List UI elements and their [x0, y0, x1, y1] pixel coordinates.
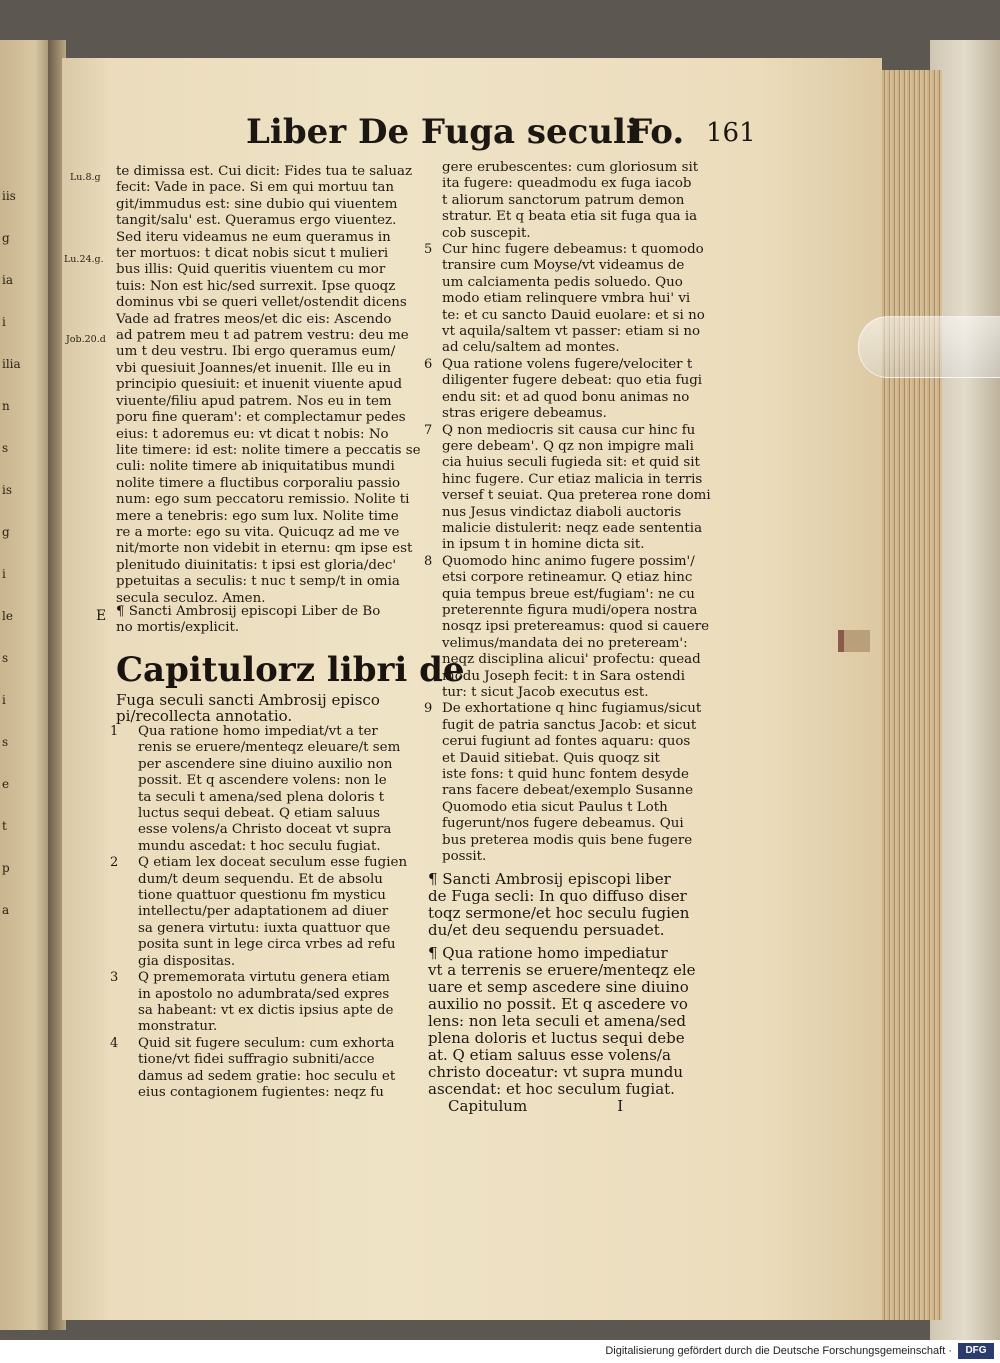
text-line: Q prememorata virtutu genera etiam	[138, 970, 390, 986]
text-line: fugit de patria sanctus Jacob: et sicut	[442, 717, 697, 733]
chapter-item	[424, 553, 711, 702]
text-line: nit/morte non videbit in eternu: qm ipse est	[116, 541, 413, 557]
text-line: sa habeant: vt ex dictis ipsius apte de	[138, 1002, 394, 1018]
folio-number: 161	[706, 118, 756, 148]
left-text-column	[116, 164, 421, 607]
left-page-fragment: s	[2, 441, 9, 455]
text-line: in ipsum t in homine dicta sit.	[442, 537, 645, 553]
left-page-fragment: i	[2, 567, 6, 581]
text-line: stras erigere debeamus.	[442, 406, 607, 422]
left-page-fragment: i	[2, 693, 6, 707]
left-page-fragment: n	[2, 399, 10, 413]
left-page-fragment: ia	[2, 273, 13, 287]
text-line: bus illis: Quid queritis viuentem cu mor	[116, 262, 386, 278]
text-line: cia huius seculi fugieda sit: et quid sit	[442, 455, 700, 471]
text-line: Fuga seculi sancti Ambrosij episco	[116, 691, 380, 709]
text-line: ad patrem meu t ad patrem vestru: deu me	[116, 328, 409, 344]
text-line: plena doloris et luctus sequi debe	[428, 1029, 685, 1048]
chapter-number: 6	[424, 356, 433, 372]
text-line: ita fugere: queadmodu ex fuga iacob	[442, 176, 692, 192]
text-line: re a morte: ego su vita. Quicuqz ad me ve	[116, 524, 400, 540]
text-line: cob suscepit.	[442, 225, 531, 241]
catchword	[448, 1098, 711, 1114]
text-line: et Dauid sitiebat. Quis quoqz sit	[442, 750, 660, 766]
chapter-number: 9	[424, 701, 433, 717]
text-line: ta seculi t amena/sed plena doloris t	[138, 789, 385, 805]
text-line: pi/recollecta annotatio.	[116, 707, 293, 725]
text-line: possit.	[442, 849, 487, 865]
text-line: in apostolo no adumbrata/sed expres	[138, 986, 390, 1002]
signature-mark: E	[96, 608, 107, 624]
dfg-logo: DFG	[958, 1343, 994, 1359]
text-line: gere erubescentes: cum gloriosum sit	[442, 160, 699, 175]
text-line: auxilio no possit. Et q ascedere vo	[428, 995, 688, 1014]
text-line: uare et semp ascedere sine diuino	[428, 978, 689, 997]
page-stack-edge	[872, 70, 942, 1320]
text-line: de Fuga secli: In quo diffuso diser	[428, 887, 687, 906]
text-line: monstratur.	[138, 1019, 218, 1035]
text-line: mere a tenebris: ego sum lux. Nolite time	[116, 508, 399, 524]
text-line: mundu ascedat: t hoc seculu fugiat.	[138, 838, 381, 854]
text-line: tangit/salu' est. Queramus ergo viuentez.	[116, 213, 397, 229]
chapter-number: 8	[424, 553, 433, 569]
text-line: gere debeam'. Q qz non impigre mali	[442, 438, 694, 454]
left-page-fragment: s	[2, 651, 9, 665]
text-line: De exhortatione q hinc fugiamus/sicut	[442, 701, 702, 717]
left-page-fragment: e	[2, 777, 10, 791]
liber-heading	[428, 871, 711, 939]
text-line: diligenter fugere debeat: quo etia fugi	[442, 373, 703, 389]
text-line: intellectu/per adaptationem ad diuer	[138, 904, 389, 920]
chapter-number: 2	[110, 855, 119, 871]
text-line: rans facere debeat/exemplo Susanne	[442, 783, 694, 799]
text-line: um calciamenta pedis soluedo. Quo	[442, 274, 683, 290]
catchword-number: I	[617, 1097, 624, 1116]
text-line: num: ego sum peccatoru remissio. Nolite ti	[116, 492, 410, 508]
text-line: Qua ratione volens fugere/velociter t	[442, 356, 693, 372]
text-line: Cur hinc fugere debeamus: t quomodo	[442, 242, 704, 258]
chapter-item	[424, 242, 711, 357]
text-line: nolite timere a fluctibus corporaliu passio	[116, 475, 401, 491]
text-line: ¶ Sancti Ambrosij episcopi Liber de Bo	[116, 604, 381, 619]
left-page-fragment: p	[2, 861, 10, 875]
chapter-list-right	[424, 242, 711, 865]
text-line: endu sit: et ad quod bonu animas no	[442, 389, 690, 405]
text-line: dominus vbi se queri vellet/ostendit dicens	[116, 295, 407, 311]
text-line: iste fons: t quid hunc fontem desyde	[442, 767, 689, 783]
text-line: lens: non leta seculi et amena/sed	[428, 1012, 686, 1031]
chapter-item	[110, 970, 407, 1036]
text-line: hinc fugere. Cur etiaz malicia in terris	[442, 471, 703, 487]
text-line: secula seculoz. Amen.	[116, 590, 266, 606]
text-line: vt a terrenis se eruere/menteqz ele	[428, 961, 696, 980]
running-title-text: Liber De Fuga seculi	[246, 112, 639, 152]
text-line: versef t seuiat. Qua preterea rone domi	[442, 488, 711, 504]
text-line: etsi corpore retineamur. Q etiaz hinc	[442, 570, 693, 586]
text-line: preterennte figura mudi/opera nostra	[442, 602, 698, 618]
text-line: ascendat: et hoc seculum fugiat.	[428, 1080, 675, 1099]
text-line: Sed iteru videamus ne eum queramus in	[116, 229, 391, 245]
chapter-item	[110, 724, 407, 855]
right-text-column	[424, 160, 711, 1116]
text-line: gia dispositas.	[138, 953, 236, 969]
page-tab-marker	[838, 630, 870, 652]
text-line: Quomodo hinc animo fugere possim'/	[442, 553, 695, 569]
text-line: te dimissa est. Cui dicit: Fides tua te saluaz	[116, 164, 413, 179]
text-line: fugerunt/nos fugere debeamus. Qui	[442, 816, 684, 832]
text-line: Qua ratione homo impediat/vt a ter	[138, 724, 378, 739]
right-intro	[442, 160, 711, 242]
text-line: tuis: Non est hic/sed surrexit. Ipse quoqz	[116, 278, 396, 294]
text-line: stratur. Et q beata etia sit fuga qua ia	[442, 209, 698, 225]
text-line: um t deu vestru. Ibi ergo queramus eum/	[116, 344, 396, 360]
text-line: git/immudus est: sine dubio qui viuentem	[116, 196, 398, 212]
text-line: te: et cu sancto Dauid euolare: et si no	[442, 307, 705, 323]
marginal-note: Lu.8.g	[70, 172, 101, 183]
left-page-fragment: g	[2, 525, 10, 539]
text-line: du/et deu sequendu persuadet.	[428, 921, 665, 940]
text-line: tione quattuor questionu fm mysticu	[138, 888, 386, 904]
chapter-number: 7	[424, 422, 433, 438]
left-page-fragment: ilia	[2, 357, 21, 371]
text-line: eius contagionem fugientes: neqz fu	[138, 1084, 384, 1100]
text-line: quia tempus breue est/fugiam': ne cu	[442, 586, 695, 602]
text-line: lite timere: id est: nolite timere a peccatis se	[116, 442, 421, 458]
text-line: possit. Et q ascendere volens: non le	[138, 773, 387, 789]
text-line: principio quesiuit: et inuenit viuente apud	[116, 377, 403, 393]
text-line: velimus/mandata dei no preteream':	[442, 635, 688, 651]
chapter-list-left	[110, 724, 408, 1101]
left-page-fragment: is	[2, 483, 12, 497]
capitulorum-subheading	[116, 692, 380, 724]
text-line: nosqz ipsi pretereamus: quod si cauere	[442, 619, 710, 635]
text-line: Vade ad fratres meos/et dic eis: Ascendo	[116, 311, 392, 327]
left-page-fragment: iis	[2, 189, 16, 203]
text-line: esse volens/a Christo doceat vt supra	[138, 822, 392, 838]
text-line: Quomodo etia sicut Paulus t Loth	[442, 799, 668, 815]
folio-label: Fo.	[628, 112, 685, 152]
text-line: per ascendere sine diuino auxilio non	[138, 756, 393, 772]
explicit-note	[116, 604, 380, 637]
chapter-item	[424, 422, 711, 554]
footer-credit: Digitalisierung gefördert durch die Deutsche Forschungsgemeinschaft ·	[605, 1345, 952, 1357]
text-line: ppetuitas a seculis: t nuc t semp/t in omia	[116, 574, 400, 590]
marginal-note: Lu.24.g.	[64, 254, 104, 265]
text-line: fecit: Vade in pace. Si em qui mortuu tan	[116, 180, 395, 196]
text-line: ter mortuos: t dicat nobis sicut t mulieri	[116, 246, 389, 262]
text-line: damus ad sedem gratie: hoc seculu et	[138, 1068, 396, 1084]
left-page-fragment: a	[2, 903, 10, 917]
text-line: plenitudo diuinitatis: t ipsi est gloria/dec'	[116, 557, 397, 573]
text-line: tione/vt fidei suffragio subniti/acce	[138, 1052, 375, 1068]
chapter-number: 1	[110, 724, 119, 739]
chapter-number: 3	[110, 970, 119, 986]
text-line: neqz disciplina alicui' profectu: quead	[442, 652, 701, 668]
text-line: renis se eruere/menteqz eleuare/t sem	[138, 740, 401, 756]
left-page-fragment: le	[2, 609, 13, 623]
chapter-item	[424, 356, 711, 423]
text-line: modu Joseph fecit: t in Sara ostendi	[442, 668, 686, 684]
text-line: at. Q etiam saluus esse volens/a	[428, 1046, 671, 1065]
catchword-text: Capitulum	[448, 1097, 528, 1116]
text-line: poru fine queram': et complectamur pedes	[116, 410, 406, 426]
left-page-fragment: i	[2, 315, 6, 329]
text-line: Quid sit fugere seculum: cum exhorta	[138, 1035, 395, 1051]
chapter-one-text	[428, 945, 711, 1098]
text-line: sa genera virtutu: iuxta quattuor que	[138, 920, 391, 936]
text-line: Q non mediocris sit causa cur hinc fu	[442, 422, 696, 438]
text-line: nus Jesus vindictaz diaboli auctoris	[442, 504, 682, 520]
text-line: modo etiam relinquere vmbra hui' vi	[442, 291, 691, 307]
text-line: vbi quesiuit Joannes/et inuenit. Ille eu in	[116, 360, 392, 376]
text-line: ¶ Qua ratione homo impediatur	[428, 944, 668, 963]
text-line: ¶ Sancti Ambrosij episcopi liber	[428, 870, 671, 889]
text-line: christo doceatur: vt supra mundu	[428, 1063, 684, 1082]
text-line: t aliorum sanctorum patrum demon	[442, 192, 685, 208]
text-line: cerui fugiunt ad fontes aquaru: quos	[442, 734, 691, 750]
text-line: dum/t deum sequendu. Et de absolu	[138, 871, 383, 887]
text-line: ad celu/saltem ad montes.	[442, 340, 620, 356]
text-line: viuente/filiu apud patrem. Nos eu in tem	[116, 393, 392, 409]
text-line: eius: t adoremus eu: vt dicat t nobis: No	[116, 426, 389, 442]
text-line: Q etiam lex doceat seculum esse fugien	[138, 855, 408, 871]
page-holder-clip	[858, 316, 1000, 378]
text-line: transire cum Moyse/vt videamus de	[442, 258, 685, 274]
left-page-fragment: g	[2, 231, 10, 245]
text-line: culi: nolite timere ab iniquitatibus mundi	[116, 459, 395, 475]
footer-bar	[0, 1340, 1000, 1363]
text-line: malicie distulerit: neqz eade sententia	[442, 520, 703, 536]
chapter-item	[424, 701, 711, 865]
capitulorum-heading: Capitulorz libri de	[116, 650, 465, 690]
chapter-number: 5	[424, 242, 433, 258]
chapter-number: 4	[110, 1035, 119, 1051]
text-line: luctus sequi debeat. Q etiam saluus	[138, 806, 380, 822]
text-line: vt aquila/saltem vt passer: etiam si no	[442, 324, 701, 340]
left-page-fragment: t	[2, 819, 7, 833]
left-page-fragment: s	[2, 735, 9, 749]
text-line: no mortis/explicit.	[116, 620, 240, 636]
text-line: toqz sermone/et hoc seculu fugien	[428, 904, 690, 923]
chapter-item	[110, 855, 408, 970]
text-line: tur: t sicut Jacob executus est.	[442, 685, 649, 700]
text-line: bus preterea modis quis bene fugere	[442, 832, 693, 848]
running-title	[246, 112, 639, 152]
chapter-item	[110, 1035, 407, 1102]
text-line: posita sunt in lege circa vrbes ad refu	[138, 937, 396, 953]
marginal-note: Job.20.d	[66, 334, 106, 345]
